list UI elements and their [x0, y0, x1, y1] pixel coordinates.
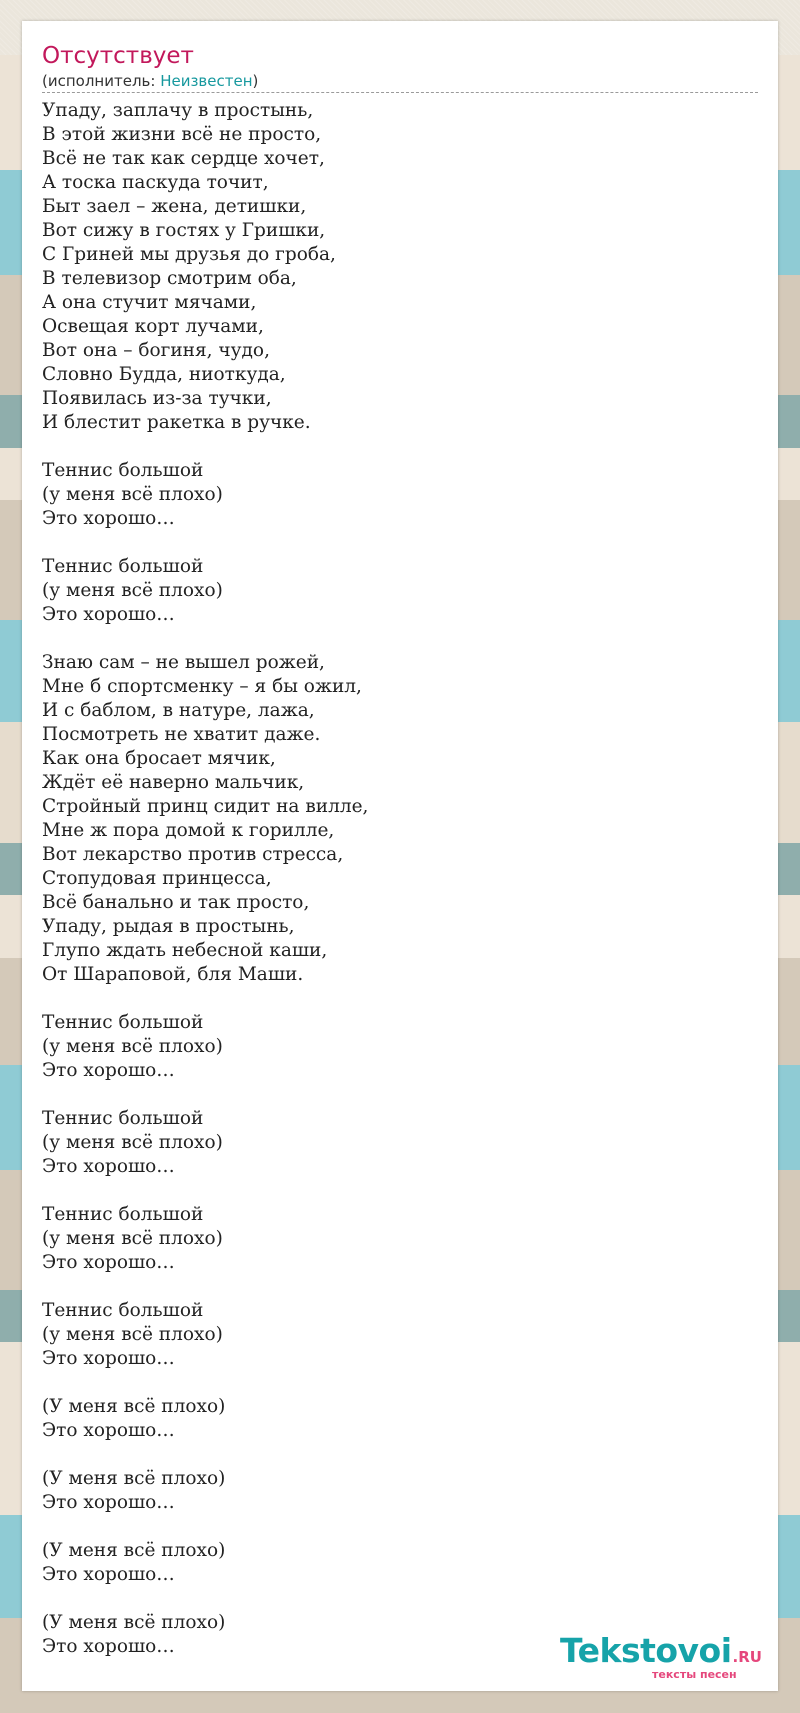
song-title: Отсутствует [42, 43, 194, 69]
site-logo[interactable] [560, 1631, 770, 1687]
lyrics-card [22, 21, 778, 1691]
logo-name: Tekstovoi [560, 1631, 732, 1670]
logo-tagline: тексты песен [652, 1668, 737, 1681]
lyrics-text: Упаду, заплачу в простынь, В этой жизни всё не просто, Всё не так как сердце хочет, А тоска паскуда точит, Быт заел – жена, детишки, Вот сижу в гостях у Гришки, С Гриней мы друзья до гроба, В телевизор смотрим оба, А она стучит мячами, Освещая корт лучами, Вот она – богиня, чудо, Словно Будда, ниоткуда, Появилась из-за тучки, И блестит ракетка в ручке. Теннис большой (у меня всё плохо) Это хорошо… Теннис большой (у меня всё плохо) Это хорошо… Знаю сам – не вышел рожей, Мне б спортсменку – я бы ожил, И с баблом, в натуре, лажа, Посмотреть не хватит даже. Как она бросает мячик, Ждёт её наверно мальчик, Стройный принц сидит на вилле, Мне ж пора домой к горилле, Вот лекарство против стресса, Стопудовая принцесса, Всё банально и так просто, Упаду, рыдая в простынь, Глупо ждать небесной каши, От Шараповой, бля Маши. Теннис большой (у меня всё плохо) Это хорошо… Теннис большой (у меня всё плохо) Это хорошо… Теннис большой (у меня всё плохо) Это хорошо… Теннис большой (у меня всё плохо) Это хорошо… (У меня всё плохо) Это хорошо… (У меня всё плохо) Это хорошо… (У меня всё плохо) Это хорошо… (У меня всё плохо) Это хорошо… [42, 100, 369, 1657]
artist-suffix: ) [252, 72, 259, 90]
artist-line [42, 71, 758, 91]
artist-link[interactable]: Неизвестен [160, 72, 253, 90]
song-header [42, 41, 758, 93]
logo-tld: .RU [732, 1648, 762, 1666]
artist-prefix: (исполнитель: [42, 72, 161, 90]
